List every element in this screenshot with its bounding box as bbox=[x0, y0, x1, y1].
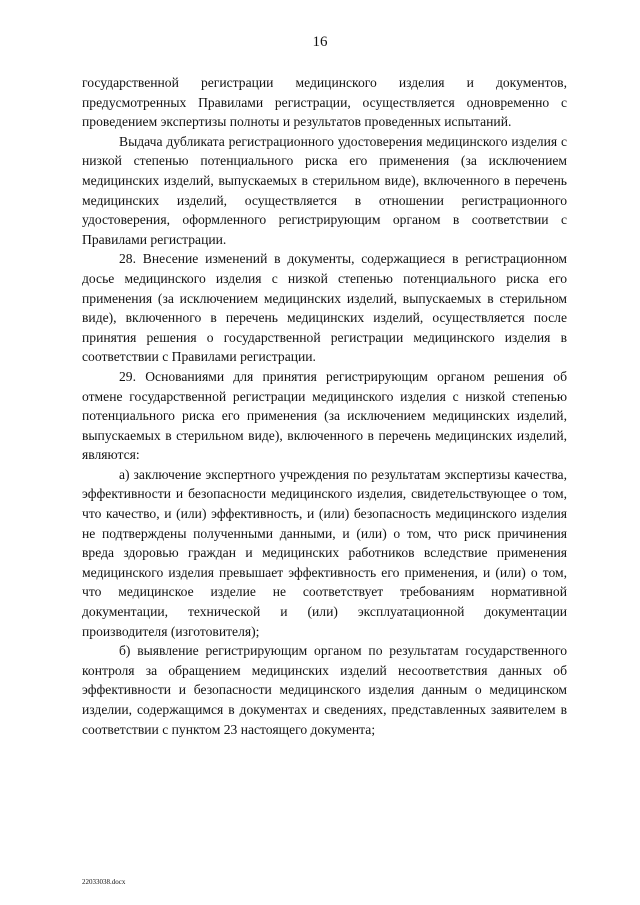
document-body bbox=[82, 73, 567, 739]
footer-file-code: 22033038.docx bbox=[82, 878, 126, 886]
paragraph: а) заключение экспертного учреждения по результатам экспертизы качества, эффективности и безопасности медицинского изделия, свидетельствующее о том, что качество, и (или) эффективность, и (или) безопасность медицинского изделия не подтверждены полученными данными, и (или) о том, что риск причинения вреда здоровью граждан и медицинских работников вследствие применения медицинского изделия превышает эффективность его применения, и (или) о том, что медицинское изделие не соответствует требованиям нормативной документации, технической и (или) эксплуатационной документации производителя (изготовителя); bbox=[82, 466, 567, 639]
paragraph: б) выявление регистрирующим органом по результатам государственного контроля за обращением медицинских изделий несоответствия данных об эффективности и безопасности медицинского изделия данным о медицинском изделии, содержащимся в документах и сведениях, представленных заявителем в соответствии с пунктом 23 настоящего документа; bbox=[82, 643, 567, 737]
paragraph: 28. Внесение изменений в документы, содержащиеся в регистрационном досье медицинского изделия с низкой степенью потенциального риска его применения (за исключением медицинских изделий, выпускаемых в стерильном виде), включенного в перечень медицинских изделий, осуществляется после принятия решения о государственной регистрации медицинского изделия в соответствии с Правилами регистрации. bbox=[82, 251, 567, 365]
paragraph: 29. Основаниями для принятия регистрирующим органом решения об отмене государственной регистрации медицинского изделия с низкой степенью потенциального риска его применения (за исключением медицинских изделий, выпускаемых в стерильном виде), включенного в перечень медицинских изделий, являются: bbox=[82, 368, 567, 463]
page-number: 16 bbox=[312, 34, 328, 50]
paragraph: Выдача дубликата регистрационного удостоверения медицинского изделия с низкой степенью потенциального риска его применения (за исключением медицинских изделий, выпускаемых в стерильном виде), включенного в перечень медицинских изделий, осуществляется в отношении регистрационного удостоверения, оформленного регистрирующим органом в соответствии с Правилами регистрации. bbox=[82, 133, 567, 247]
paragraph: государственной регистрации медицинского изделия и документов, предусмотренных Правилами регистрации, осуществляется одновременно с проведением экспертизы полноты и результатов проведенных испытаний. bbox=[82, 75, 567, 130]
